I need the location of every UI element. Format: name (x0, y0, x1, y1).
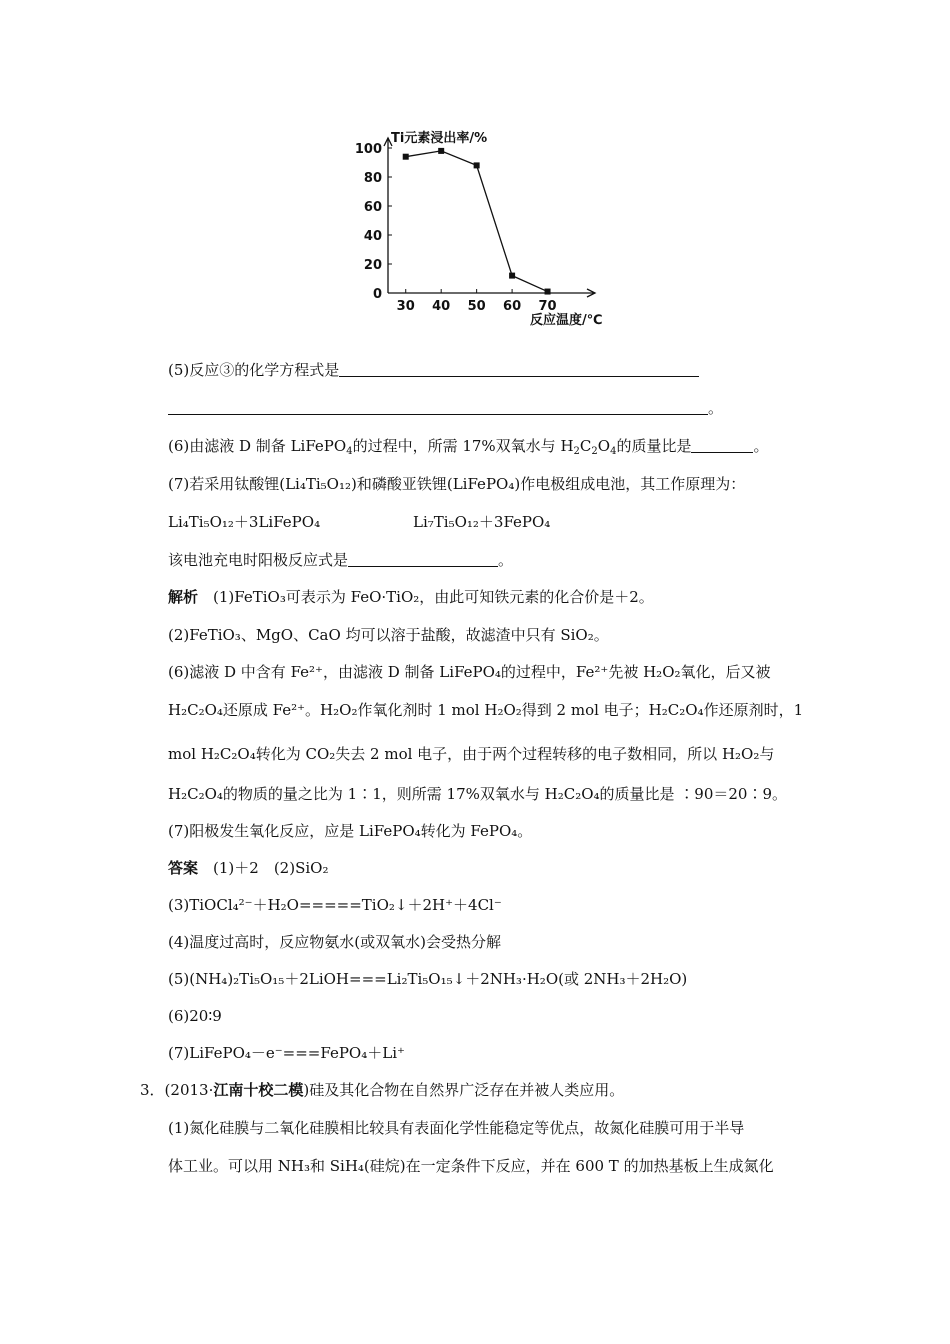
answer-blank[interactable] (168, 400, 708, 415)
analysis-p6d: H₂C₂O₄的物质的量之比为 1∶1，则所需 17%双氧水与 H₂C₂O₄的质量比是 ∶90＝20∶9。 (168, 785, 788, 803)
question-5-line1 (168, 360, 828, 380)
y-tick-label: 80 (363, 171, 382, 186)
y-tick-label: 60 (363, 200, 382, 215)
question-7-line3 (168, 550, 828, 570)
y-tick-label: 0 (372, 287, 382, 302)
x-tick-label: 40 (432, 299, 451, 314)
q6-text: C (579, 437, 592, 455)
q6-text: 的过程中，所需 17%双氧水与 H (352, 437, 574, 455)
question-3-p2: 体工业。可以用 NH₃和 SiH₄(硅烷)在一定条件下反应，并在 600 T 的加热基板上生成氮化 (168, 1157, 774, 1175)
question-6 (168, 436, 828, 456)
source-text: (2013· (164, 1081, 214, 1099)
q6-sub: 4 (346, 446, 353, 457)
reaction-right: Li₇Ti₅O₁₂＋3FePO₄ (413, 513, 551, 531)
chart-ticks (355, 142, 557, 314)
series-line (406, 151, 548, 292)
leaching-rate-chart (340, 120, 640, 335)
answer-text: (1)＋2 (2)SiO₂ (213, 859, 329, 877)
x-tick-label: 70 (538, 299, 557, 314)
data-point (403, 154, 409, 160)
q7-text: 该电池充电时阳极反应式是 (168, 551, 349, 569)
y-tick-label: 100 (354, 142, 382, 157)
chart-axes (384, 138, 595, 297)
reaction-left: Li₄Ti₅O₁₂＋3LiFePO₄ (168, 513, 321, 531)
question-3-p1: (1)氮化硅膜与二氧化硅膜相比较具有表面化学性能稳定等优点，故氮化硅膜可用于半导 (168, 1119, 745, 1137)
answer-blank[interactable] (339, 362, 699, 377)
x-axis-label: 反应温度/℃ (530, 313, 603, 328)
analysis-p6a: (6)滤液 D 中含有 Fe²⁺，由滤液 D 制备 LiFePO₄的过程中，Fe²⁺先被 H₂O₂氧化，后又被 (168, 663, 771, 681)
question-3-header (140, 1080, 800, 1100)
period: 。 (498, 551, 514, 569)
q6-sub: 4 (610, 446, 617, 457)
answer-4: (4)温度过高时，反应物氨水(或双氧水)会受热分解 (168, 933, 501, 951)
y-tick-label: 20 (363, 258, 382, 273)
question-7-line1: (7)若采用钛酸锂(Li₄Ti₅O₁₂)和磷酸亚铁锂(LiFePO₄)作电极组成电池，其工作原理为： (168, 475, 746, 493)
answer-blank[interactable] (691, 438, 753, 453)
q6-text: O (597, 437, 611, 455)
question-5-line2 (168, 398, 828, 418)
answer-3: (3)TiOCl₄²⁻＋H₂O=====TiO₂↓＋2H⁺＋4Cl⁻ (168, 896, 502, 914)
answer-5: (5)(NH₄)₂Ti₅O₁₅＋2LiOH===Li₂Ti₅O₁₅↓＋2NH₃·H₂O(或 2NH₃＋2H₂O) (168, 970, 688, 988)
answer-1 (168, 858, 828, 878)
source-text: )硅及其化合物在自然界广泛存在并被人类应用。 (303, 1081, 625, 1099)
source-bold: 江南十校二模 (213, 1081, 304, 1099)
analysis-p1 (168, 587, 828, 607)
q6-sub: 2 (573, 446, 580, 457)
answer-7: (7)LiFePO₄－e⁻===FePO₄＋Li⁺ (168, 1044, 405, 1062)
period: 。 (708, 399, 724, 417)
x-tick-label: 30 (396, 299, 415, 314)
period: 。 (753, 437, 769, 455)
y-tick-label: 40 (363, 229, 382, 244)
answer-6: (6)20∶9 (168, 1007, 222, 1025)
x-tick-label: 60 (503, 299, 522, 314)
analysis-label: 解析 (168, 588, 199, 606)
analysis-text: (1)FeTiO₃可表示为 FeO·TiO₂，由此可知铁元素的化合价是＋2。 (213, 588, 654, 606)
question-number: 3． (140, 1081, 165, 1099)
data-point (438, 148, 444, 154)
q6-text: (6)由滤液 D 制备 LiFePO (168, 437, 347, 455)
answer-blank[interactable] (348, 552, 498, 567)
chart-series (403, 148, 551, 295)
answer-label: 答案 (168, 859, 199, 877)
analysis-p6c: mol H₂C₂O₄转化为 CO₂失去 2 mol 电子，由于两个过程转移的电子数相同，所以 H₂O₂与 (168, 745, 775, 763)
data-point (545, 289, 551, 295)
question-5-label: (5)反应③的化学方程式是 (168, 361, 340, 379)
analysis-p2: (2)FeTiO₃、MgO、CaO 均可以溶于盐酸，故滤渣中只有 SiO₂。 (168, 626, 609, 644)
q6-sub: 2 (591, 446, 598, 457)
data-point (474, 162, 480, 168)
analysis-p6b: H₂C₂O₄还原成 Fe²⁺。H₂O₂作氧化剂时 1 mol H₂O₂得到 2 mol 电子；H₂C₂O₄作还原剂时，1 (168, 701, 804, 719)
y-axis-label: Ti元素浸出率/% (391, 131, 488, 146)
data-point (509, 273, 515, 279)
q6-text: 的质量比是 (616, 437, 692, 455)
analysis-p7: (7)阳极发生氧化反应，应是 LiFePO₄转化为 FePO₄。 (168, 822, 533, 840)
x-tick-label: 50 (467, 299, 486, 314)
